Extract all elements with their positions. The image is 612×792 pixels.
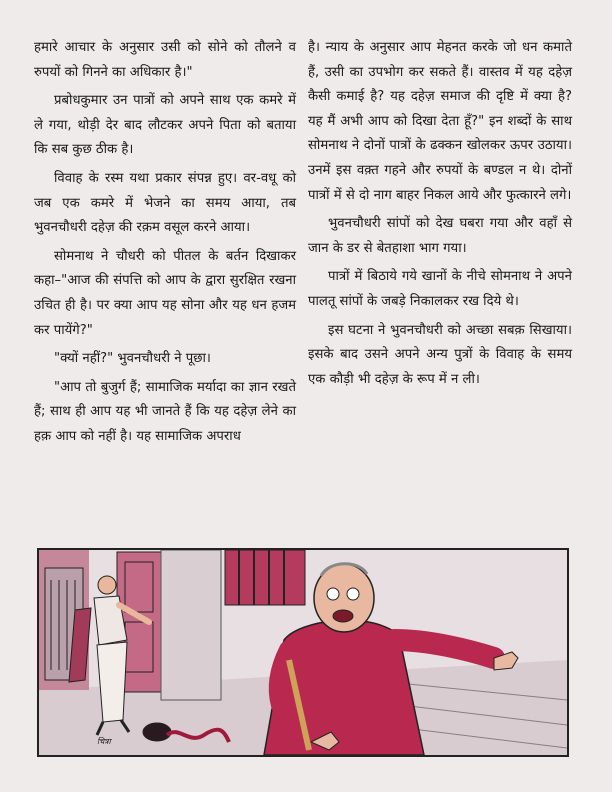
- paragraph: भुवनचौधरी सांपों को देख घबरा गया और वहाँ से जान के डर से बेतहाशा भाग गया।: [308, 216, 572, 256]
- paragraph: "क्यों नहीं?" भुवनचौधरी ने पूछा।: [54, 351, 211, 367]
- paragraph: इस घटना ने भुवनचौधरी को अच्छा सबक़ सिखाया। इसके बाद उसने अपने अन्य पुत्रों के विवाह के समय एक कौड़ी भी दहेज़ के रूप में न ली।: [308, 322, 572, 387]
- illustration-scene: [39, 550, 567, 755]
- paragraph: हमारे आचार के अनुसार उसी को सोने को तौलने व रुपयों को गिनने का अधिकार है।": [34, 40, 296, 80]
- wall-pillar: [161, 550, 221, 700]
- story-illustration: [37, 548, 569, 757]
- paragraph: प्रबोधकुमार उन पात्रों को अपने साथ एक कमरे में ले गया, थोड़ी देर बाद लौटकर अपने पिता को बताया कि सब कुछ ठीक है।: [34, 93, 296, 158]
- pot: [143, 723, 171, 741]
- paragraph: पात्रों में बिठाये गये खानों के नीचे सोमनाथ ने अपने पालतू सांपों के जबड़े निकालकर रख दिये थे।: [308, 269, 572, 309]
- left-text-column: [34, 36, 296, 454]
- window: [225, 550, 305, 605]
- paragraph: विवाह के रस्म यथा प्रकार संपन्न हुए। वर-वधू को जब एक कमरे में भेजने का समय आया, तब भुवनचौधरी दहेज़ की रक़म वसूल करने आया।: [34, 170, 296, 236]
- paragraph: सोमनाथ ने चौधरी को पीतल के बर्तन दिखाकर कहा–"आज की संपत्ति को आप के द्वारा सुरक्षित रखना उचित ही है। पर क्या आप यह सोना और यह धन हजम कर पायेंगे?": [34, 248, 296, 338]
- artist-signature: चित्रा: [97, 737, 111, 746]
- paragraph: है। न्याय के अनुसार आप मेहनत करके जो धन कमाते हैं, उसी का उपभोग कर सकते हैं। वास्तव में यह दहेज़ कैसी कमाई है? यह दहेज़ समाज की दृष्टि में क्या है? यह मैं अभी आप को दिखा देता हूँ?" इन शब्दों के साथ सोमनाथ ने दोनों पात्रों के ढक्कन खोलकर ऊपर उठाया। उनमें इस वक़्त गहने और रुपयों के बण्डल न थे। दोनों पात्रों में से दो नाग बाहर निकल आये और फुत्कारने लगे।: [308, 40, 572, 203]
- paragraph: "आप तो बुजुर्ग हैं; सामाजिक मर्यादा का ज्ञान रखते हैं; साथ ही आप यह भी जानते हैं कि यह दहेज़ लेने का हक़ आप को नहीं है। यह सामाजिक अपराध: [34, 379, 296, 444]
- right-text-column: [308, 36, 572, 396]
